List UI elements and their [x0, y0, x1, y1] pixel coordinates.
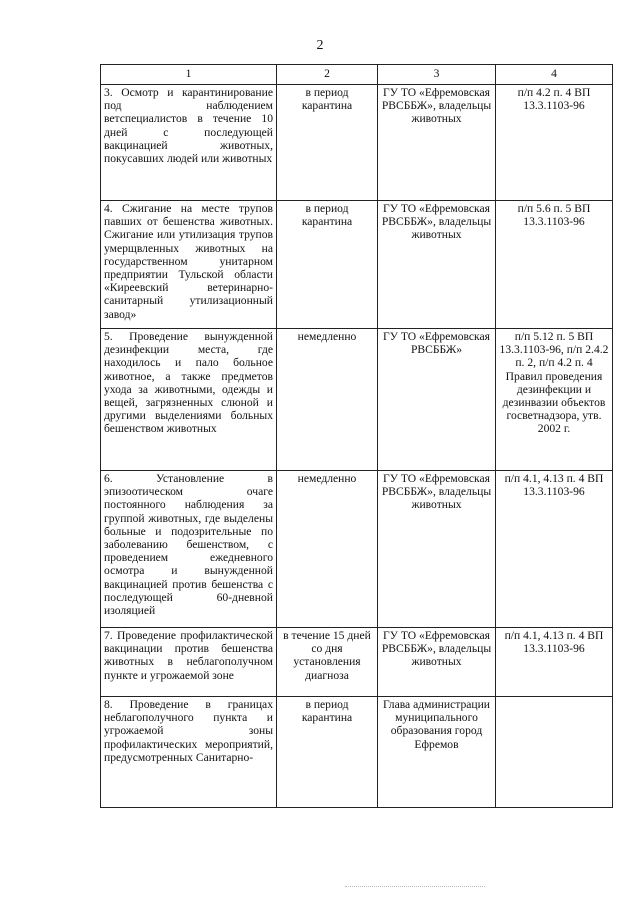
reference-cell: п/п 4.2 п. 4 ВП 13.3.1103-96	[496, 85, 613, 201]
column-header-term: 2	[277, 65, 378, 85]
term-cell: немедленно	[277, 329, 378, 471]
scan-artifact	[345, 886, 485, 891]
column-header-reference: 4	[496, 65, 613, 85]
table-row	[101, 201, 613, 329]
reference-cell	[496, 697, 613, 808]
reference-cell: п/п 5.12 п. 5 ВП 13.3.1103-96, п/п 2.4.2 п. 2, п/п 4.2 п. 4 Правил проведения дезинфекции и дезинвазии объектов госветнадзора, утв. 2002 г.	[496, 329, 613, 471]
term-cell: в период карантина	[277, 697, 378, 808]
executor-cell: ГУ ТО «Ефремовская РВСББЖ», владельцы животных	[378, 471, 496, 628]
measure-cell: 3. Осмотр и карантинирование под наблюдением ветспециалистов в течение 10 дней с последующей вакцинацией животных, покусавших людей или животных	[101, 85, 277, 201]
reference-cell: п/п 4.1, 4.13 п. 4 ВП 13.3.1103-96	[496, 628, 613, 697]
measure-cell: 6. Установление в эпизоотическом очаге постоянного наблюдения за группой животных, где выделены больные и подозрительные по заболеванию бешенством, с проведением ежедневного осмотра и вынужденной вакцинацией против бешенства с последующей 60-дневной изоляцией	[101, 471, 277, 628]
term-cell: в период карантина	[277, 85, 378, 201]
table-row	[101, 85, 613, 201]
page-number: 2	[316, 38, 324, 53]
table-row	[101, 697, 613, 808]
column-header-measure: 1	[101, 65, 277, 85]
executor-cell: ГУ ТО «Ефремовская РВСББЖ», владельцы животных	[378, 628, 496, 697]
measure-cell: 7. Проведение профилактической вакцинации против бешенства животных в неблагополучном пункте и угрожаемой зоне	[101, 628, 277, 697]
measure-cell: 5. Проведение вынужденной дезинфекции места, где находилось и пало больное животное, а также предметов ухода за животными, одежды и вещей, загрязненных слюной и другими выделениями больных бешенством животных	[101, 329, 277, 471]
executor-cell: Глава администрации муниципального образования город Ефремов	[378, 697, 496, 808]
measure-cell: 4. Сжигание на месте трупов павших от бешенства животных. Сжигание или утилизация трупов умерщвленных животных на государственном унитарном предприятии Тульской области «Киреевский ветеринарно-санитарный утилизационный завод»	[101, 201, 277, 329]
measures-table	[100, 64, 613, 808]
table-row	[101, 329, 613, 471]
term-cell: немедленно	[277, 471, 378, 628]
executor-cell: ГУ ТО «Ефремовская РВСББЖ», владельцы животных	[378, 85, 496, 201]
term-cell: в течение 15 дней со дня установления диагноза	[277, 628, 378, 697]
reference-cell: п/п 4.1, 4.13 п. 4 ВП 13.3.1103-96	[496, 471, 613, 628]
reference-cell: п/п 5.6 п. 5 ВП 13.3.1103-96	[496, 201, 613, 329]
executor-cell: ГУ ТО «Ефремовская РВСББЖ»	[378, 329, 496, 471]
executor-cell: ГУ ТО «Ефремовская РВСББЖ», владельцы животных	[378, 201, 496, 329]
term-cell: в период карантина	[277, 201, 378, 329]
table-row	[101, 471, 613, 628]
table-row	[101, 628, 613, 697]
table-header-row	[101, 65, 613, 85]
measure-cell: 8. Проведение в границах неблагополучного пункта и угрожаемой зоны профилактических мероприятий, предусмотренных Санитарно-	[101, 697, 277, 808]
column-header-executor: 3	[378, 65, 496, 85]
